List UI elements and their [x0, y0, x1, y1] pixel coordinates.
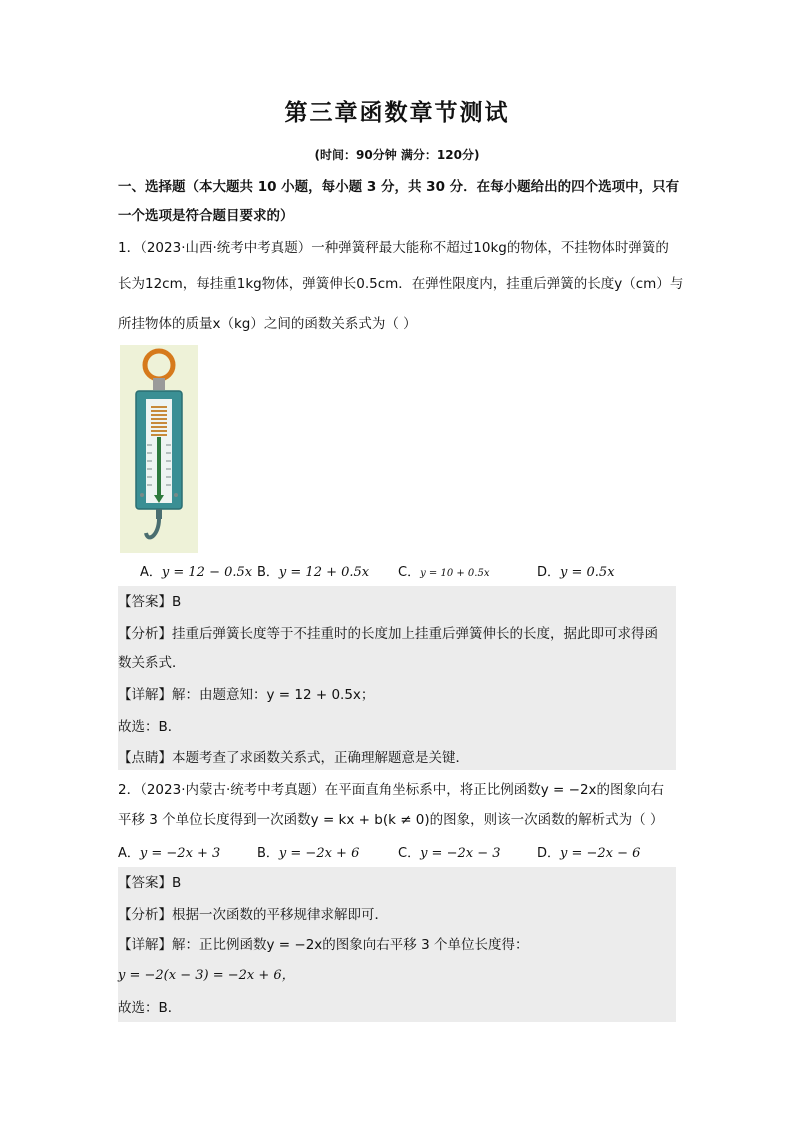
q1-analysis-line1: 【分析】挂重后弹簧长度等于不挂重时的长度加上挂重后弹簧伸长的长度，据此即可求得函	[118, 626, 658, 642]
q1-stem-line3: 所挂物体的质量x（kg）之间的函数关系式为（ ）	[118, 316, 417, 332]
q1-stem-line1: 1．（2023·山西·统考中考真题）一种弹簧秤最大能称不超过10kg的物体，不挂物体时弹簧的	[118, 240, 669, 256]
q1-analysis-line2: 数关系式．	[118, 655, 186, 671]
q1-stem-line2: 长为12cm，每挂重1kg物体，弹簧伸长0.5cm．在弹性限度内，挂重后弹簧的长度y（cm）与	[118, 276, 684, 292]
q1-solution-box	[118, 586, 676, 770]
section-heading-line2: 一个选项是符合题目要求的）	[118, 208, 294, 224]
spring-scale-icon	[120, 345, 198, 553]
q1-detail: 【详解】解：由题意知：y = 12 + 0.5x；	[118, 687, 375, 703]
page-title: 第三章函数章节测试	[284, 99, 510, 126]
q2-choose: 故选：B．	[118, 1000, 182, 1016]
q1-answer: 【答案】B	[118, 594, 182, 610]
q2-stem-line2: 平移 3 个单位长度得到一次函数y = kx + b(k ≠ 0)的图象，则该一次函数的解析式为（ ）	[118, 812, 664, 828]
q2-equation: y = −2(x − 3) = −2x + 6，	[118, 968, 295, 983]
q2-analysis: 【分析】根据一次函数的平移规律求解即可．	[118, 907, 388, 923]
q1-comment: 【点睛】本题考查了求函数关系式，正确理解题意是关键．	[118, 750, 469, 766]
q1-option-d: D．y = 0.5x	[537, 565, 615, 580]
section-heading-line1: 一、选择题（本大题共 10 小题，每小题 3 分，共 30 分．在每小题给出的四个选项中，只有	[118, 179, 680, 195]
q1-option-c: C．y = 10 + 0.5x	[398, 565, 490, 580]
q2-option-b: B．y = −2x + 6	[257, 846, 360, 861]
spring-scale-figure	[120, 345, 198, 553]
q2-answer: 【答案】B	[118, 875, 182, 891]
q1-choose: 故选：B．	[118, 719, 182, 735]
q1-option-a: A．y = 12 − 0.5x	[140, 565, 253, 580]
q2-option-c: C．y = −2x − 3	[398, 846, 501, 861]
page-subtitle: (时间：90分钟 满分：120分)	[314, 148, 480, 162]
q2-stem-line1: 2．（2023·内蒙古·统考中考真题）在平面直角坐标系中，将正比例函数y = −2x的图象向右	[118, 782, 665, 798]
q1-option-b: B．y = 12 + 0.5x	[257, 565, 370, 580]
q2-option-d: D．y = −2x − 6	[537, 846, 641, 861]
q2-option-a: A．y = −2x + 3	[118, 846, 221, 861]
q2-detail: 【详解】解：正比例函数y = −2x的图象向右平移 3 个单位长度得：	[118, 937, 529, 953]
